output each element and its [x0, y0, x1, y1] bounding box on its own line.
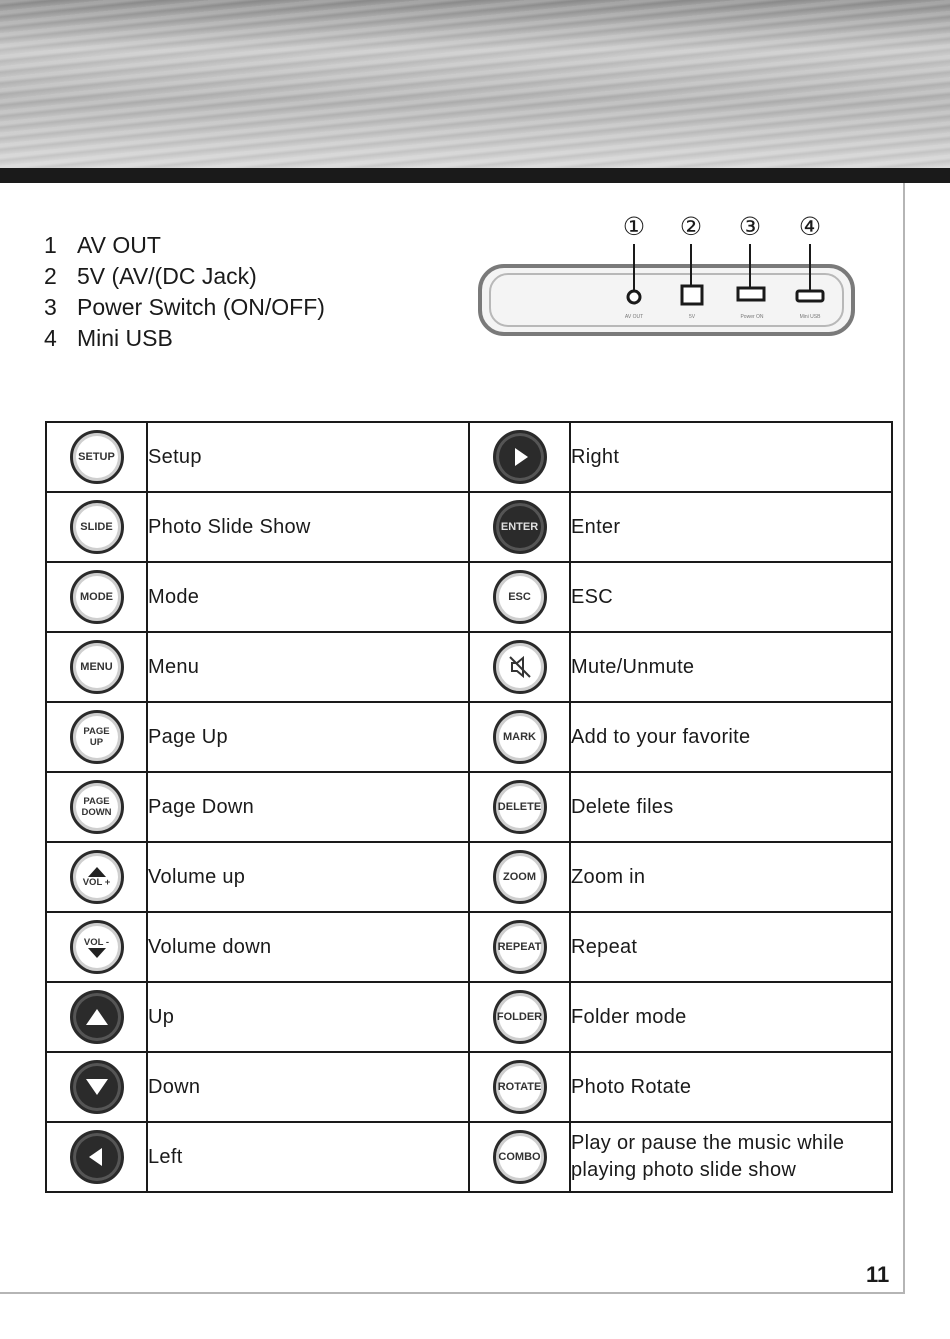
- header-banner: [0, 0, 950, 168]
- esc-button-icon: ESC: [493, 570, 547, 624]
- bottom-margin-rule: [0, 1292, 905, 1294]
- button-label: Menu: [147, 632, 469, 702]
- vol-up-button-icon: [70, 850, 124, 904]
- button-label: Volume down: [147, 912, 469, 982]
- button-label: Up: [147, 982, 469, 1052]
- callout-1: ①: [622, 212, 646, 241]
- enter-button-icon: ENTER: [493, 500, 547, 554]
- mark-button-icon: MARK: [493, 710, 547, 764]
- connector-label: Mini USB: [77, 325, 173, 351]
- left-arrow-icon: [70, 1130, 124, 1184]
- connector-item: [44, 323, 325, 354]
- zoom-button-icon: ZOOM: [493, 850, 547, 904]
- button-label: Photo Rotate: [570, 1052, 892, 1122]
- port-label-av: AV OUT: [624, 314, 644, 320]
- connector-label: AV OUT: [77, 232, 161, 258]
- table-row: [46, 422, 892, 492]
- button-label: Enter: [570, 492, 892, 562]
- button-label: Volume up: [147, 842, 469, 912]
- right-margin-rule: [903, 183, 905, 1293]
- button-label: Add to your favorite: [570, 702, 892, 772]
- button-label: Photo Slide Show: [147, 492, 469, 562]
- device-side-diagram: [476, 208, 858, 342]
- page-number: 11: [866, 1262, 890, 1287]
- table-row: [46, 912, 892, 982]
- down-arrow-icon: [70, 1060, 124, 1114]
- power-switch-icon: [738, 288, 764, 300]
- slide-button-icon: SLIDE: [70, 500, 124, 554]
- connector-number: 2: [44, 263, 57, 289]
- table-row: [46, 702, 892, 772]
- connector-item: [44, 230, 325, 261]
- page-up-button-icon: [70, 710, 124, 764]
- table-row: [46, 842, 892, 912]
- dc-jack-port-icon: [682, 286, 702, 304]
- button-label: Folder mode: [570, 982, 892, 1052]
- connector-label: Power Switch (ON/OFF): [77, 294, 325, 320]
- port-label-power: Power ON: [740, 314, 764, 320]
- button-label: Setup: [147, 422, 469, 492]
- callout-3: ③: [738, 212, 762, 241]
- vol-down-icon-text: VOL -: [83, 936, 110, 948]
- connector-number: 4: [44, 325, 57, 351]
- mini-usb-port-icon: [797, 291, 823, 301]
- connector-list: [44, 230, 325, 354]
- port-label-dc: 5V: [688, 314, 696, 320]
- av-out-port-icon: [628, 291, 640, 303]
- connector-number: 1: [44, 232, 57, 258]
- button-label: Repeat: [570, 912, 892, 982]
- up-arrow-icon: [70, 990, 124, 1044]
- button-label: Delete files: [570, 772, 892, 842]
- remote-buttons-table: [45, 421, 893, 1193]
- page-up-icon-text: PAGE UP: [83, 726, 110, 748]
- right-arrow-icon: [493, 430, 547, 484]
- button-label: Mode: [147, 562, 469, 632]
- mute-icon: [493, 640, 547, 694]
- button-label: Page Up: [147, 702, 469, 772]
- delete-button-icon: DELETE: [493, 780, 547, 834]
- setup-button-icon: SETUP: [70, 430, 124, 484]
- callout-2: ②: [679, 212, 703, 241]
- button-label: Mute/Unmute: [570, 632, 892, 702]
- button-label: Zoom in: [570, 842, 892, 912]
- mode-button-icon: MODE: [70, 570, 124, 624]
- table-row: [46, 772, 892, 842]
- button-label: ESC: [570, 562, 892, 632]
- port-label-usb: Mini USB: [799, 314, 821, 320]
- page-down-button-icon: [70, 780, 124, 834]
- rotate-button-icon: ROTATE: [493, 1060, 547, 1114]
- button-label: Right: [570, 422, 892, 492]
- connector-item: [44, 292, 325, 323]
- menu-button-icon: MENU: [70, 640, 124, 694]
- button-label: Down: [147, 1052, 469, 1122]
- table-row: [46, 1122, 892, 1192]
- table-row: [46, 982, 892, 1052]
- button-label: Page Down: [147, 772, 469, 842]
- connector-item: [44, 261, 325, 292]
- combo-button-icon: COMBO: [493, 1130, 547, 1184]
- connector-number: 3: [44, 294, 57, 320]
- button-label: Play or pause the music while playing photo slide show: [570, 1122, 892, 1192]
- vol-down-button-icon: [70, 920, 124, 974]
- callout-4: ④: [798, 212, 822, 241]
- device-panel-svg: [476, 208, 858, 342]
- folder-button-icon: FOLDER: [493, 990, 547, 1044]
- table-row: [46, 632, 892, 702]
- table-row: [46, 562, 892, 632]
- header-rule: [0, 168, 950, 183]
- button-label: Left: [147, 1122, 469, 1192]
- vol-up-icon-text: VOL +: [82, 876, 111, 888]
- connector-label: 5V (AV/(DC Jack): [77, 263, 257, 289]
- table-row: [46, 1052, 892, 1122]
- table-row: [46, 492, 892, 562]
- page-down-icon-text: PAGE DOWN: [81, 796, 112, 818]
- repeat-button-icon: REPEAT: [493, 920, 547, 974]
